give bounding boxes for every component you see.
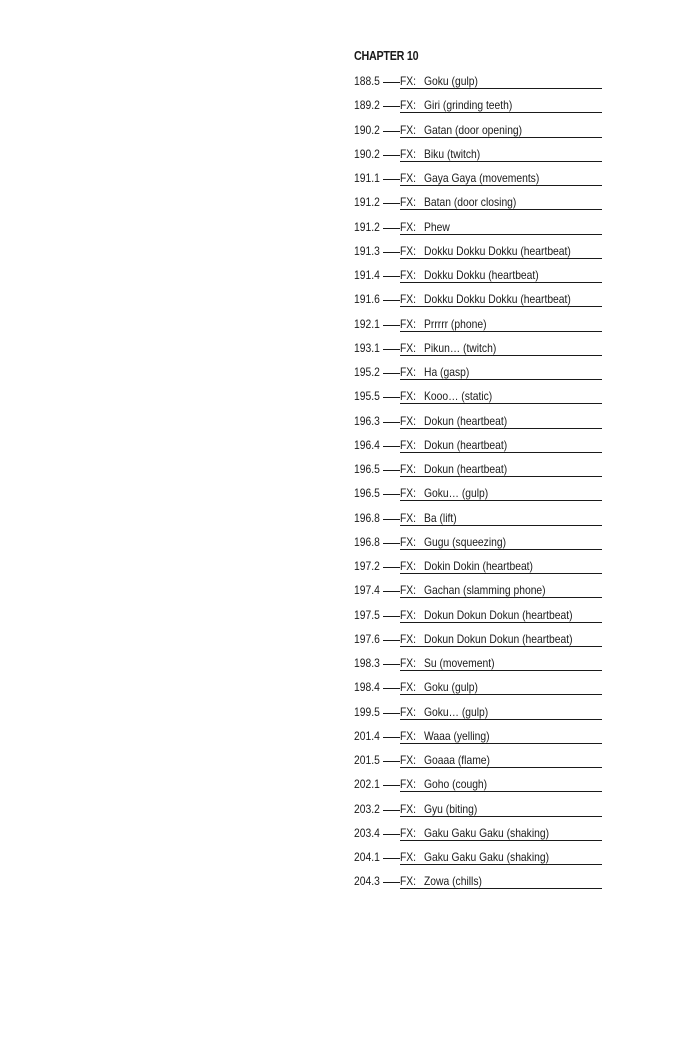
em-dash-separator [383, 834, 400, 835]
fx-description: Dokun (heartbeat) [424, 413, 508, 428]
em-dash-separator [383, 567, 400, 568]
fx-entry [354, 775, 604, 799]
underline-rule [400, 185, 602, 186]
fx-entry [354, 824, 604, 848]
fx-entry [354, 339, 604, 363]
fx-entry [354, 121, 604, 145]
fx-description: Ha (gasp) [424, 365, 470, 379]
underline-rule [400, 209, 602, 210]
fx-page-panel-ref: 196.8 [354, 510, 380, 525]
fx-entry [354, 848, 604, 872]
fx-label: FX: [400, 486, 417, 501]
underline-rule [400, 161, 602, 162]
fx-page-panel-ref: 201.5 [354, 753, 380, 767]
fx-description: Biku (twitch) [424, 146, 481, 161]
fx-entry [354, 218, 604, 242]
fx-label: FX: [400, 510, 417, 525]
fx-entry [354, 412, 604, 436]
fx-label: FX: [400, 753, 417, 767]
fx-label: FX: [400, 219, 417, 234]
underline-rule [400, 888, 602, 889]
fx-page-panel-ref: 196.5 [354, 486, 380, 501]
em-dash-separator [383, 713, 400, 714]
fx-description: Zowa (chills) [424, 874, 482, 889]
fx-description: Gachan (slamming phone) [424, 583, 546, 598]
fx-description: Dokun Dokun Dokun (heartbeat) [424, 607, 573, 622]
em-dash-separator [383, 300, 400, 301]
fx-description: Gaya Gaya (movements) [424, 171, 540, 185]
fx-entry [354, 436, 604, 460]
fx-label: FX: [400, 534, 417, 549]
fx-description: Goku (gulp) [424, 680, 478, 695]
fx-label: FX: [400, 122, 417, 137]
underline-rule [400, 403, 602, 404]
underline-rule [400, 234, 602, 235]
em-dash-separator [383, 761, 400, 762]
em-dash-separator [383, 228, 400, 229]
em-dash-separator [383, 373, 400, 374]
fx-entry [354, 193, 604, 217]
fx-entry [354, 145, 604, 169]
fx-description: Su (movement) [424, 656, 495, 670]
fx-page-panel-ref: 204.3 [354, 874, 380, 889]
em-dash-separator [383, 82, 400, 83]
fx-description: Waaa (yelling) [424, 728, 490, 743]
underline-rule [400, 525, 602, 526]
fx-entry [354, 703, 604, 727]
em-dash-separator [383, 616, 400, 617]
fx-entry [354, 800, 604, 824]
fx-description: Kooo… (static) [424, 389, 493, 404]
fx-page-panel-ref: 198.4 [354, 680, 380, 695]
fx-page-panel-ref: 203.2 [354, 801, 380, 816]
fx-page-panel-ref: 191.4 [354, 268, 380, 282]
em-dash-separator [383, 179, 400, 180]
underline-rule [400, 88, 602, 89]
fx-label: FX: [400, 389, 417, 404]
fx-entry [354, 387, 604, 411]
fx-entry [354, 363, 604, 387]
fx-description: Giri (grinding teeth) [424, 98, 513, 113]
fx-label: FX: [400, 728, 417, 743]
fx-description: Ba (lift) [424, 510, 457, 525]
fx-page-panel-ref: 191.3 [354, 243, 380, 258]
fx-label: FX: [400, 680, 417, 695]
fx-label: FX: [400, 74, 417, 88]
fx-label: FX: [400, 413, 417, 428]
underline-rule [400, 549, 602, 550]
fx-description: Pikun… (twitch) [424, 340, 497, 355]
fx-label: FX: [400, 98, 417, 113]
fx-entry [354, 533, 604, 557]
fx-page-panel-ref: 197.4 [354, 583, 380, 598]
em-dash-separator [383, 785, 400, 786]
fx-page-panel-ref: 191.6 [354, 292, 380, 307]
underline-rule [400, 864, 602, 865]
fx-entry [354, 242, 604, 266]
fx-page-panel-ref: 192.1 [354, 316, 380, 331]
fx-label: FX: [400, 607, 417, 622]
fx-label: FX: [400, 656, 417, 670]
underline-rule [400, 622, 602, 623]
fx-description: Goku… (gulp) [424, 704, 489, 719]
fx-label: FX: [400, 559, 417, 573]
fx-entry [354, 630, 604, 654]
fx-page-panel-ref: 199.5 [354, 704, 380, 719]
fx-description: Dokku Dokku Dokku (heartbeat) [424, 243, 571, 258]
fx-description: Prrrrr (phone) [424, 316, 487, 331]
em-dash-separator [383, 543, 400, 544]
underline-rule [400, 331, 602, 332]
fx-label: FX: [400, 340, 417, 355]
underline-rule [400, 476, 602, 477]
fx-page-panel-ref: 191.2 [354, 219, 380, 234]
fx-page-panel-ref: 204.1 [354, 850, 380, 864]
fx-label: FX: [400, 292, 417, 307]
fx-page-panel-ref: 190.2 [354, 122, 380, 137]
fx-entry [354, 290, 604, 314]
fx-page-panel-ref: 196.4 [354, 437, 380, 452]
em-dash-separator [383, 252, 400, 253]
fx-entry [354, 606, 604, 630]
underline-rule [400, 816, 602, 817]
em-dash-separator [383, 882, 400, 883]
underline-rule [400, 428, 602, 429]
fx-entry [354, 266, 604, 290]
chapter-title: CHAPTER 10 [354, 49, 419, 63]
fx-page-panel-ref: 196.3 [354, 413, 380, 428]
fx-page-panel-ref: 196.8 [354, 534, 380, 549]
fx-description: Dokku Dokku (heartbeat) [424, 268, 539, 282]
fx-description: Dokun Dokun Dokun (heartbeat) [424, 631, 573, 646]
em-dash-separator [383, 810, 400, 811]
em-dash-separator [383, 203, 400, 204]
fx-entry [354, 315, 604, 339]
em-dash-separator [383, 519, 400, 520]
fx-entry [354, 72, 604, 96]
em-dash-separator [383, 494, 400, 495]
em-dash-separator [383, 470, 400, 471]
em-dash-separator [383, 131, 400, 132]
fx-entry [354, 557, 604, 581]
fx-description: Goku (gulp) [424, 74, 478, 88]
fx-description: Goho (cough) [424, 777, 488, 792]
fx-entry [354, 484, 604, 508]
fx-label: FX: [400, 583, 417, 598]
fx-description: Phew [424, 219, 450, 234]
fx-page-panel-ref: 195.5 [354, 389, 380, 404]
fx-page-panel-ref: 193.1 [354, 340, 380, 355]
underline-rule [400, 743, 602, 744]
em-dash-separator [383, 422, 400, 423]
fx-entry [354, 727, 604, 751]
fx-entry [354, 678, 604, 702]
fx-label: FX: [400, 195, 417, 210]
underline-rule [400, 840, 602, 841]
underline-rule [400, 719, 602, 720]
underline-rule [400, 767, 602, 768]
fx-label: FX: [400, 777, 417, 792]
fx-description: Goku… (gulp) [424, 486, 489, 501]
fx-page-panel-ref: 190.2 [354, 146, 380, 161]
fx-description: Batan (door closing) [424, 195, 517, 210]
fx-description: Goaaa (flame) [424, 753, 490, 767]
fx-description: Gyu (biting) [424, 801, 478, 816]
em-dash-separator [383, 640, 400, 641]
underline-rule [400, 355, 602, 356]
underline-rule [400, 379, 602, 380]
fx-label: FX: [400, 365, 417, 379]
em-dash-separator [383, 664, 400, 665]
fx-label: FX: [400, 146, 417, 161]
fx-description: Gatan (door opening) [424, 122, 523, 137]
fx-entry [354, 581, 604, 605]
fx-page-panel-ref: 188.5 [354, 74, 380, 88]
underline-rule [400, 694, 602, 695]
fx-label: FX: [400, 462, 417, 476]
fx-label: FX: [400, 874, 417, 889]
underline-rule [400, 597, 602, 598]
underline-rule [400, 670, 602, 671]
em-dash-separator [383, 858, 400, 859]
fx-page-panel-ref: 195.2 [354, 365, 380, 379]
underline-rule [400, 646, 602, 647]
fx-label: FX: [400, 268, 417, 282]
fx-page-panel-ref: 202.1 [354, 777, 380, 792]
fx-entry [354, 509, 604, 533]
em-dash-separator [383, 446, 400, 447]
fx-label: FX: [400, 825, 417, 840]
fx-list [354, 72, 604, 897]
fx-page-panel-ref: 197.2 [354, 559, 380, 573]
fx-entry [354, 96, 604, 120]
underline-rule [400, 258, 602, 259]
fx-entry [354, 169, 604, 193]
fx-page-panel-ref: 201.4 [354, 728, 380, 743]
fx-description: Gugu (squeezing) [424, 534, 507, 549]
underline-rule [400, 282, 602, 283]
em-dash-separator [383, 106, 400, 107]
em-dash-separator [383, 591, 400, 592]
fx-description: Gaku Gaku Gaku (shaking) [424, 850, 550, 864]
fx-label: FX: [400, 437, 417, 452]
em-dash-separator [383, 155, 400, 156]
underline-rule [400, 573, 602, 574]
underline-rule [400, 791, 602, 792]
fx-page-panel-ref: 197.6 [354, 631, 380, 646]
em-dash-separator [383, 325, 400, 326]
fx-page-panel-ref: 197.5 [354, 607, 380, 622]
fx-label: FX: [400, 704, 417, 719]
em-dash-separator [383, 688, 400, 689]
fx-label: FX: [400, 631, 417, 646]
em-dash-separator [383, 397, 400, 398]
underline-rule [400, 137, 602, 138]
em-dash-separator [383, 737, 400, 738]
fx-entry [354, 751, 604, 775]
fx-description: Gaku Gaku Gaku (shaking) [424, 825, 550, 840]
fx-page-panel-ref: 191.2 [354, 195, 380, 210]
fx-entry [354, 654, 604, 678]
underline-rule [400, 500, 602, 501]
fx-label: FX: [400, 171, 417, 185]
fx-label: FX: [400, 850, 417, 864]
fx-description: Dokun (heartbeat) [424, 462, 508, 476]
fx-label: FX: [400, 243, 417, 258]
fx-page-panel-ref: 198.3 [354, 656, 380, 670]
fx-page-panel-ref: 203.4 [354, 825, 380, 840]
fx-entry [354, 872, 604, 896]
em-dash-separator [383, 276, 400, 277]
underline-rule [400, 306, 602, 307]
fx-page-panel-ref: 189.2 [354, 98, 380, 113]
fx-page-panel-ref: 196.5 [354, 462, 380, 476]
fx-label: FX: [400, 316, 417, 331]
fx-description: Dokun (heartbeat) [424, 437, 508, 452]
em-dash-separator [383, 349, 400, 350]
fx-page-panel-ref: 191.1 [354, 171, 380, 185]
fx-description: Dokku Dokku Dokku (heartbeat) [424, 292, 571, 307]
fx-entry [354, 460, 604, 484]
underline-rule [400, 452, 602, 453]
fx-label: FX: [400, 801, 417, 816]
underline-rule [400, 112, 602, 113]
fx-description: Dokin Dokin (heartbeat) [424, 559, 533, 573]
